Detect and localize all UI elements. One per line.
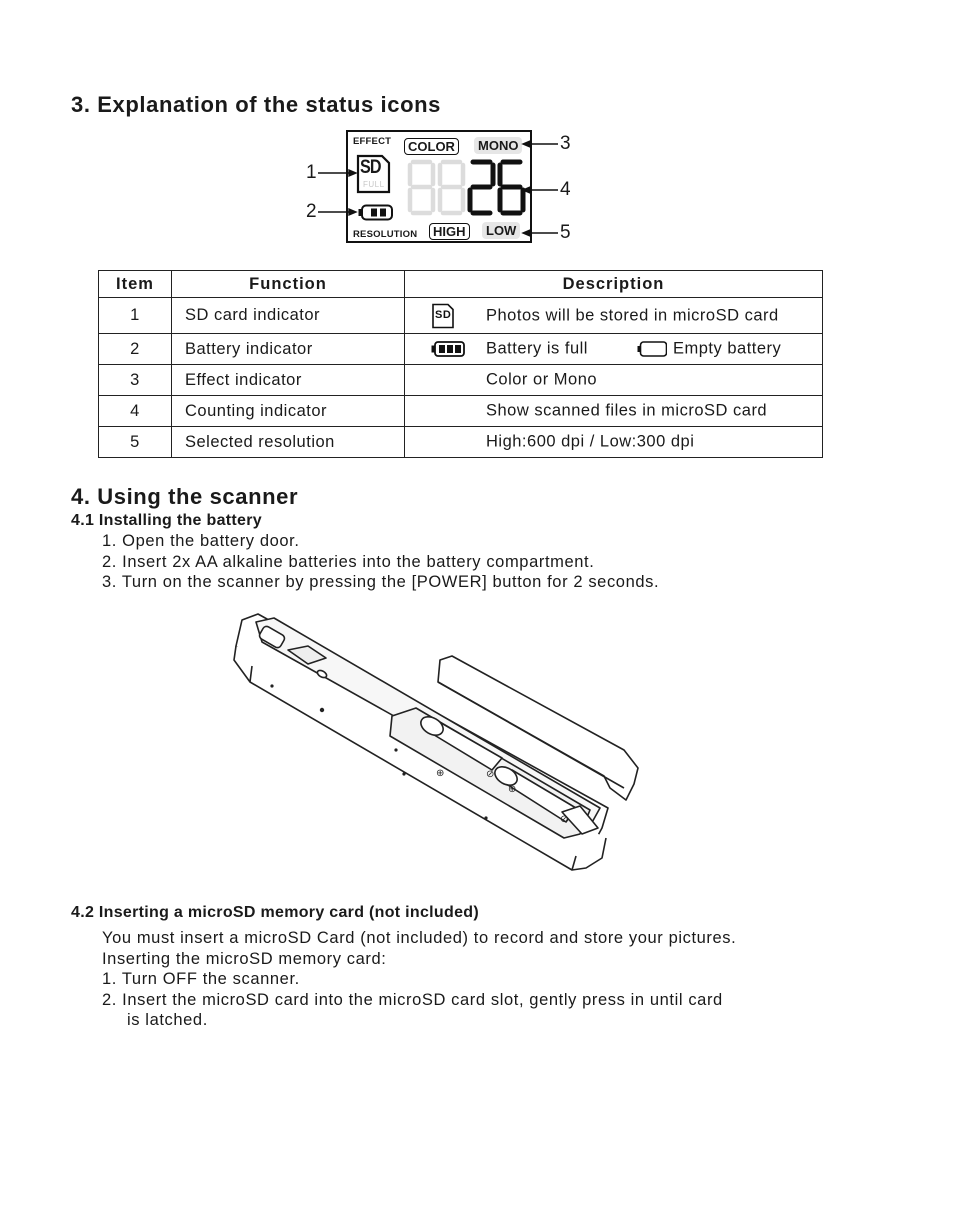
microsd-instructions (102, 928, 736, 1031)
lcd-callout-arrows (300, 130, 580, 245)
list-item: 2. Insert the microSD card into the microSD card slot, gently press in until card (102, 990, 723, 1009)
callout-4: 4 (560, 179, 571, 200)
list-item: 1. Open the battery door. (102, 532, 300, 550)
intro-text: Inserting the microSD memory card: (102, 949, 387, 968)
battery-empty-icon (637, 341, 667, 357)
callout-3: 3 (560, 133, 571, 154)
lcd-sd-label: SD (360, 157, 381, 178)
description-text: Show scanned files in microSD card (486, 401, 768, 420)
table-header-row (99, 271, 823, 298)
table-header-function: Function (172, 271, 405, 298)
table-cell-item: 4 (99, 396, 172, 427)
description-text-secondary: Empty battery (673, 339, 782, 358)
list-item: 3. Turn on the scanner by pressing the [POWER] button for 2 seconds. (102, 573, 660, 591)
battery-full-icon (431, 341, 465, 357)
callout-2: 2 (306, 201, 317, 222)
svg-text:SD: SD (435, 308, 452, 321)
table-cell-item: 2 (99, 334, 172, 365)
section-4-1-title: 4.1 Installing the battery (71, 512, 262, 529)
list-item: 1. Turn OFF the scanner. (102, 970, 300, 988)
svg-text:⊘: ⊘ (486, 769, 495, 780)
status-icons-table (98, 270, 823, 458)
lcd-color-label: COLOR (404, 138, 459, 155)
table-cell-item: 5 (99, 427, 172, 458)
lcd-mono-label: MONO (474, 137, 522, 154)
section-4-2-title: 4.2 Inserting a microSD memory card (not included) (71, 904, 479, 921)
table-cell-function: Effect indicator (172, 365, 405, 396)
lcd-effect-label: EFFECT (353, 136, 392, 147)
table-cell-function: Battery indicator (172, 334, 405, 365)
list-item: 2. Insert 2x AA alkaline batteries into the battery compartment. (102, 552, 595, 571)
table-row (99, 396, 823, 427)
svg-text:⊘: ⊘ (560, 814, 569, 825)
table-row (99, 365, 823, 396)
description-text: Photos will be stored in microSD card (486, 306, 779, 324)
table-header-description: Description (405, 271, 823, 298)
description-text: Color or Mono (486, 370, 598, 389)
table-row (99, 298, 823, 334)
table-header-item: Item (99, 271, 172, 298)
table-cell-function: Counting indicator (172, 396, 405, 427)
table-cell-description (405, 396, 823, 427)
lcd-resolution-label: RESOLUTION (353, 229, 418, 240)
table-row (99, 334, 823, 365)
intro-text: You must insert a microSD Card (not included) to record and store your pictures. (102, 929, 737, 947)
table-cell-function: Selected resolution (172, 427, 405, 458)
callout-5: 5 (560, 222, 571, 243)
battery-steps-list (102, 531, 659, 593)
lcd-full-label: FULL (363, 180, 385, 189)
description-text: Battery is full (486, 339, 588, 358)
scanner-battery-illustration (230, 612, 642, 874)
table-cell-description (405, 334, 823, 365)
table-row (99, 427, 823, 458)
table-cell-function: SD card indicator (172, 298, 405, 334)
table-cell-item: 1 (99, 298, 172, 334)
lcd-high-label: HIGH (429, 223, 470, 240)
list-item-continuation: is latched. (127, 1011, 208, 1029)
svg-text:⊕: ⊕ (436, 768, 445, 779)
description-text: High:600 dpi / Low:300 dpi (486, 432, 695, 451)
table-cell-description (405, 427, 823, 458)
section-4-title: 4. Using the scanner (71, 484, 299, 509)
table-cell-description (405, 365, 823, 396)
table-cell-item: 3 (99, 365, 172, 396)
svg-text:⊕: ⊕ (508, 784, 517, 795)
lcd-low-label: LOW (482, 222, 520, 239)
callout-1: 1 (306, 162, 317, 183)
sd-card-icon (431, 303, 455, 329)
section-3-title: 3. Explanation of the status icons (71, 92, 442, 117)
table-cell-description (405, 298, 823, 334)
